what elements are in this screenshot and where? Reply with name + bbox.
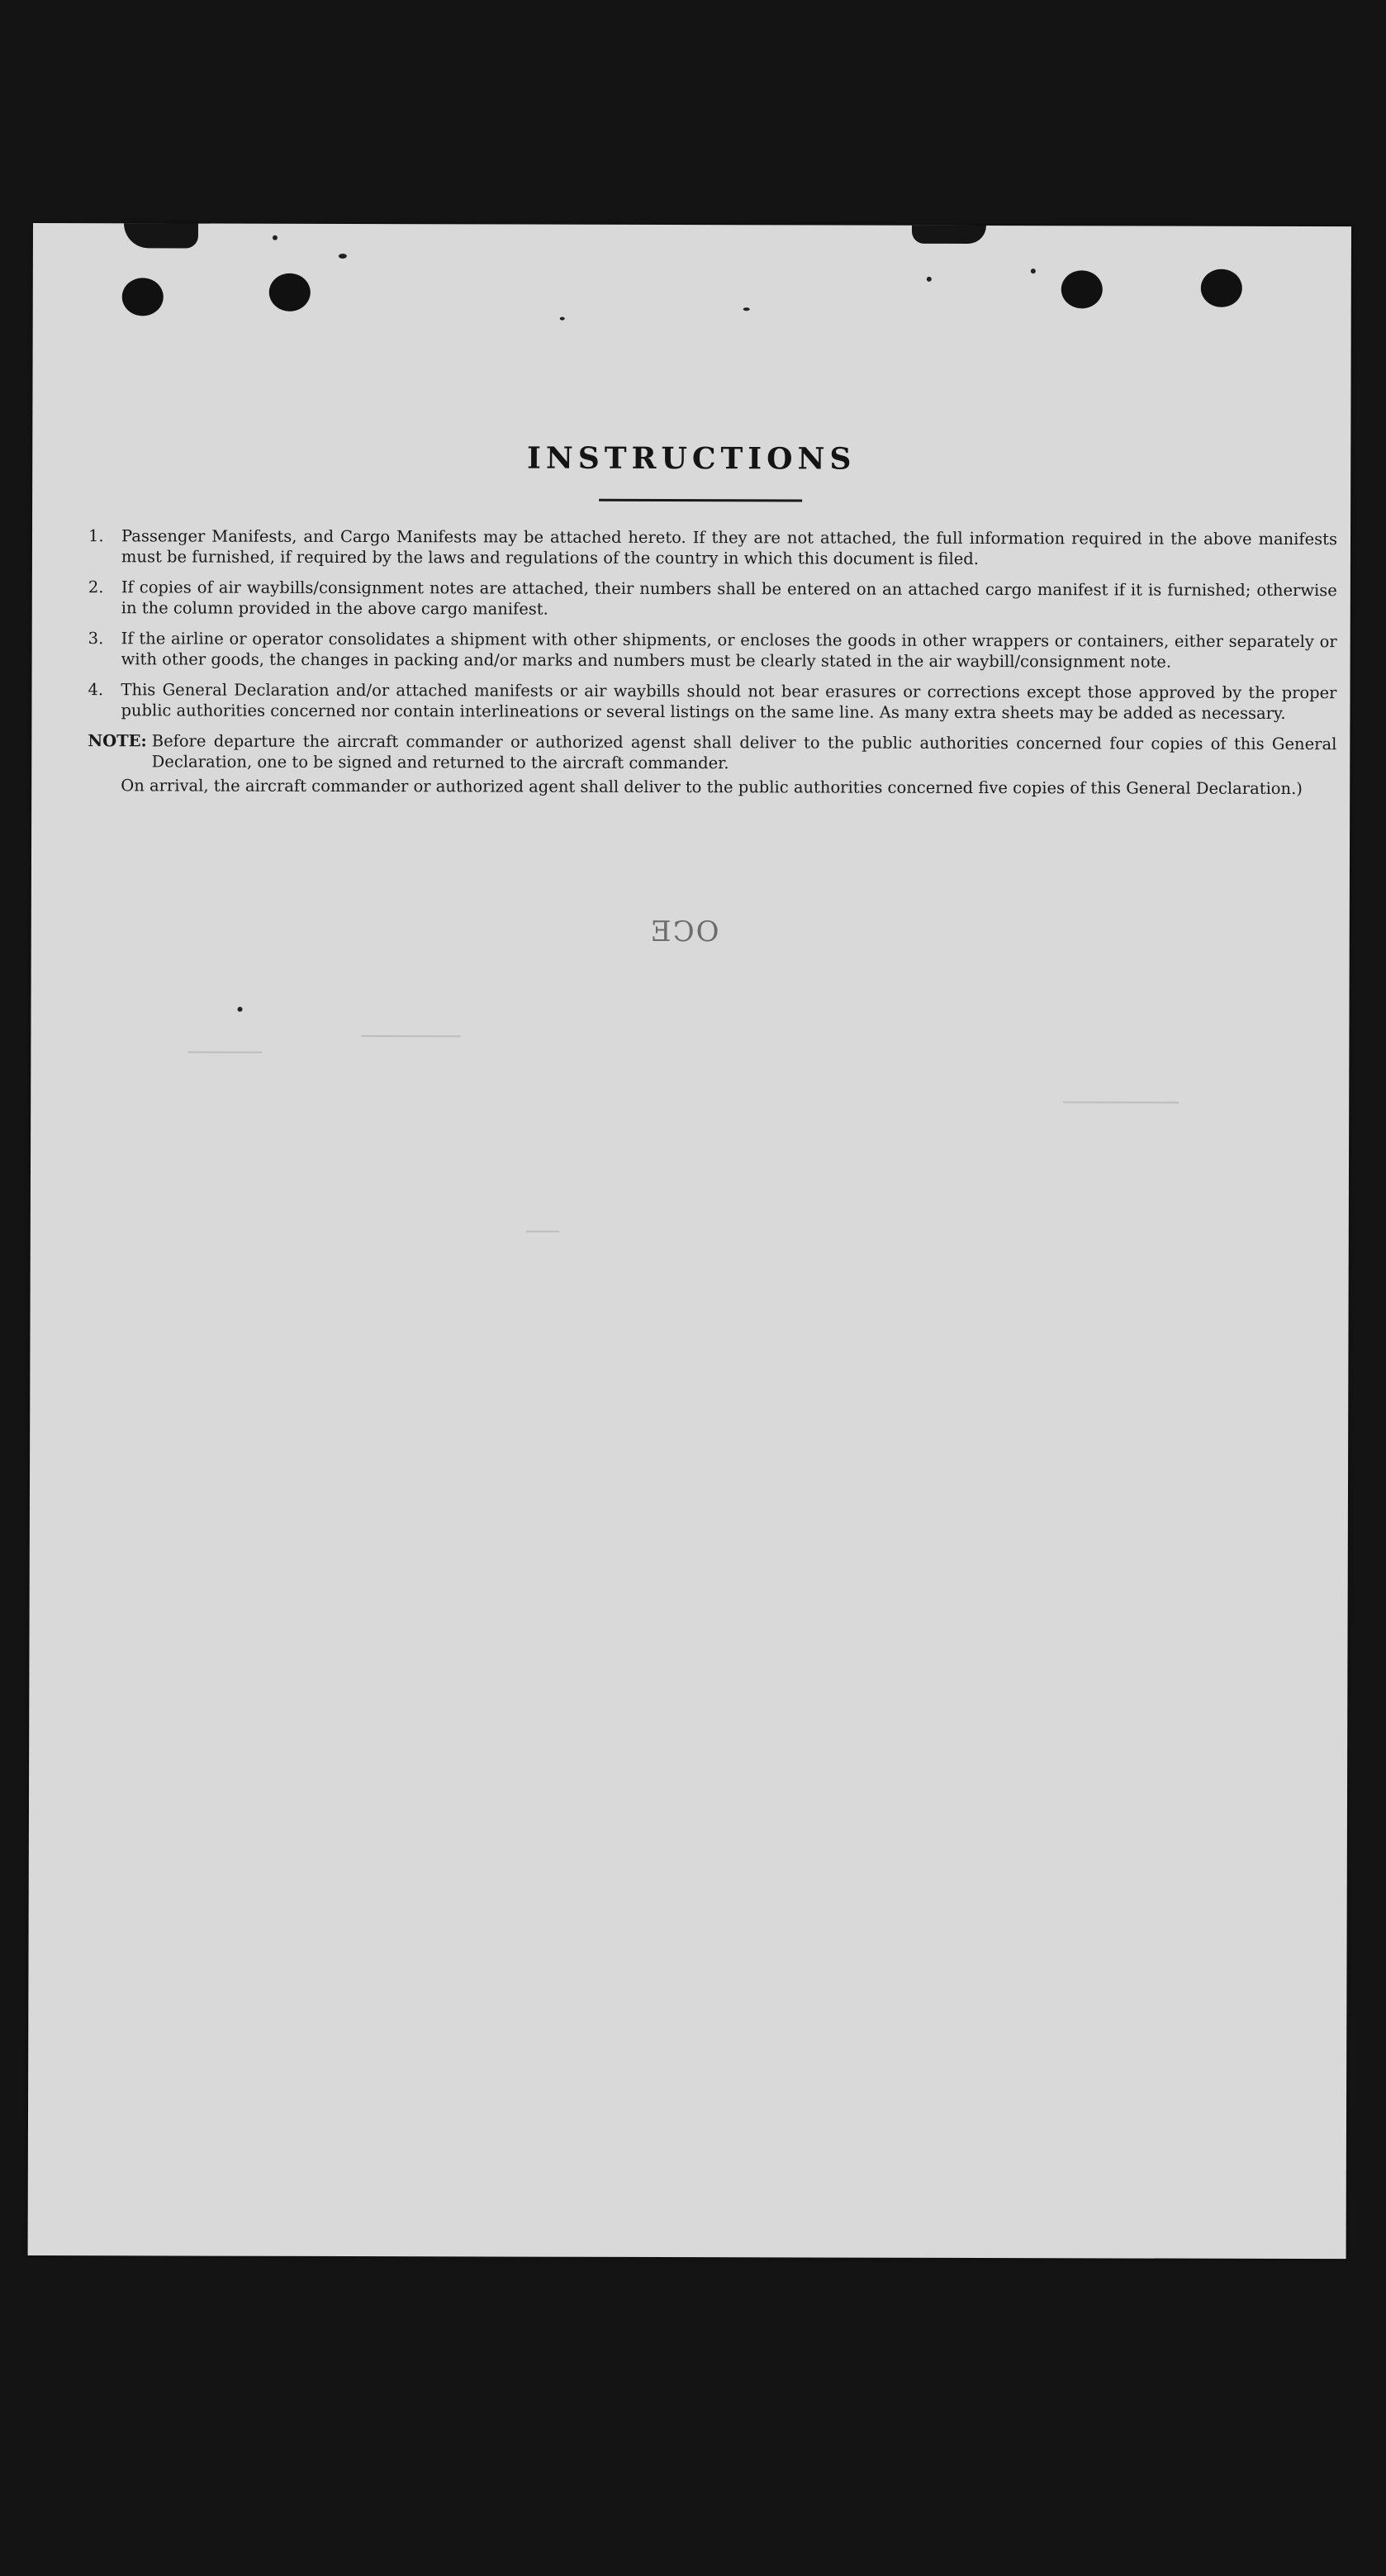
speck (1031, 269, 1036, 273)
note-label: NOTE: (88, 731, 147, 751)
title-underline (599, 499, 802, 502)
faint-mark (526, 1231, 559, 1233)
note-continuation: On arrival, the aircraft commander or authorized agent shall deliver to the public authorities concerned five copies of this General Declaration.) (121, 776, 1303, 799)
speck (339, 254, 347, 259)
item-number: 2. (88, 577, 104, 597)
speck (743, 307, 750, 311)
note-paragraph (88, 730, 1336, 775)
note-text: Before departure the aircraft commander or authorized agenst shall deliver to the public authorities concerned four copies of this General Declaration, one to be signed and returned to the aircraft commander. (151, 731, 1337, 773)
speck (560, 317, 565, 321)
instructions-body (88, 525, 1337, 799)
speck (238, 1007, 243, 1012)
punch-hole-3 (1061, 270, 1103, 308)
speck (927, 277, 932, 282)
item-number: 3. (88, 629, 104, 649)
list-item (88, 679, 1336, 724)
faint-mark (361, 1035, 460, 1037)
paper-sheet (28, 223, 1351, 2259)
item-number: 1. (88, 526, 104, 546)
page-title: INSTRUCTIONS (526, 440, 857, 477)
punch-hole-2 (269, 273, 311, 311)
faint-mark (1063, 1101, 1179, 1103)
list-item (88, 628, 1337, 673)
item-text: If the airline or operator consolidates a shipment with other shipments, or encloses the goods in other wrappers or containers, either separately or with other goods, the changes in packing and/or marks and numbers must be clearly stated in the air waybill/consignment note. (121, 629, 1337, 672)
torn-edge-right (912, 226, 986, 244)
list-item (88, 525, 1337, 570)
mirrored-stamp: OCE (648, 915, 719, 949)
list-item (88, 577, 1337, 621)
item-number: 4. (88, 680, 104, 700)
torn-edge-left (124, 223, 198, 248)
faint-mark (187, 1051, 262, 1053)
item-text: This General Declaration and/or attached manifests or air waybills should not bear erasures or corrections except those approved by the proper public authorities concerned nor contain interlineations or several listings on the same line. As many extra sheets may be added as necessary. (121, 680, 1337, 723)
item-text: Passenger Manifests, and Cargo Manifests may be attached hereto. If they are not attached, the full information required in the above manifests must be furnished, if required by the laws and regulations of the country in which this document is filed. (121, 526, 1338, 568)
speck (273, 235, 278, 240)
item-text: If copies of air waybills/consignment notes are attached, their numbers shall be entered on an attached cargo manifest if it is furnished; otherwise in the column provided in the above cargo manifest. (121, 577, 1337, 619)
punch-hole-1 (122, 278, 164, 316)
punch-hole-4 (1201, 269, 1242, 307)
